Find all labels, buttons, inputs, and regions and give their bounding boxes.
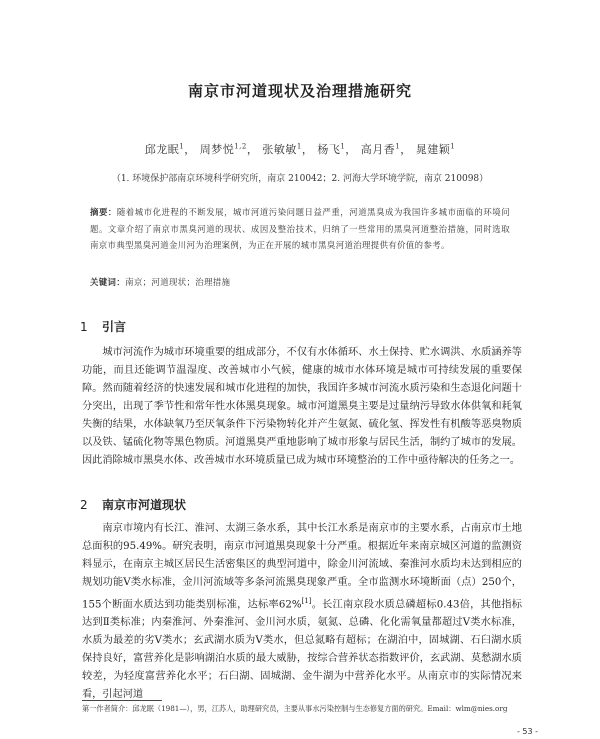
paragraph-text: 。长江南京段水质总磷超标0.43倍，其他指标达到Ⅱ类标准；内秦淮河、外秦淮河、金川河水质，氨氮、总磷、化化需氧量都超过Ⅴ类水标准，水质为最差的劣Ⅴ类水；玄武湖水质为Ⅴ类水，但总氮略有超标；在湖泊中，固城湖、石臼湖水质保持良好，富营养化是影响湖泊水质的最大威胁，按综合营养状态指数评价，玄武湖、莫愁湖水质较差，为轻度富营养化水平；石臼湖、固城湖、金牛湖为中营养化水平。从南京市的实际情况来看，引起河道 bbox=[82, 599, 522, 701]
paper-title: 南京市河道现状及治理措施研究 bbox=[187, 82, 412, 100]
page-number: - 53 - bbox=[516, 727, 538, 736]
keywords-label: 关键词： bbox=[90, 277, 126, 287]
author-affil-mark: 1 bbox=[179, 142, 185, 151]
section-heading-1 bbox=[80, 318, 126, 335]
section-1-paragraph: 城市河流作为城市环境重要的组成部分，不仅有水体循环、水土保持、贮水调洪、水质涵养等功能，而且还能调节温湿度、改善城市小气候，健康的城市水体环境是城市可持续发展的重要保障。然而随着经济的快速发展和城市化进程的加快，我国许多城市河流水质污染和生态退化问题十分突出，出现了季节性和常年性水体黑臭现象。城市河道黑臭主要是过量纳污导致水体供氧和耗氧失衡的结果，水体缺氧乃至厌氧条件下污染物转化并产生氨氮、硫化氢、挥发性有机酸等恶臭物质以及铁、锰硫化物等黑色物质。河道黑臭严重地影响了城市形象与居民生活，制约了城市的发展。因此消除城市黑臭水体、改善城市水环境质量已成为城市环境整治的工作中亟待解决的任务之一。 bbox=[82, 347, 522, 466]
keywords bbox=[90, 276, 510, 288]
section-2-paragraph bbox=[82, 520, 522, 704]
paragraph-text: 南京市境内有长江、淮河、太湖三条水系，其中长江水系是南京市的主要水系，占南京市土地总面积的95.49%。研究表明，南京市河道黑臭现象十分严重。根据近年来南京城区河道的监测资料显示，在南京主城区居民生活密集区的典型河道中，除金川河流域、秦淮河水质均未达到相应的规划功能Ⅴ类水标准，金川河流域等多条河流黑臭现象严重。全市监测水环境断面（点）250个，155个断面水质达到功能类别标准，达标率62% bbox=[82, 523, 522, 611]
author-name: 晁建颖 bbox=[415, 143, 451, 156]
author-name: 杨飞 bbox=[317, 143, 341, 156]
author-list: 邱龙眠$^1$， 周梦悦$^{1,2}$， 张敏敏$^1$， 杨飞$^1$， 高月香$^1$， 晁建颖$^1$ bbox=[144, 142, 456, 156]
author-name: 高月香 bbox=[360, 143, 396, 156]
footnote-divider bbox=[82, 700, 162, 701]
keywords-text: 南京；河道现状；治理措施 bbox=[125, 277, 231, 287]
author-name: 周梦悦 bbox=[199, 143, 235, 156]
section-title: 南京市河道现状 bbox=[102, 498, 187, 512]
author-affil-mark: 1 bbox=[340, 142, 346, 151]
author-name: 张敏敏 bbox=[262, 143, 297, 156]
author-affil-mark: 1 bbox=[296, 142, 302, 151]
author-name: 邱龙眠 bbox=[144, 143, 180, 156]
section-number: 1 bbox=[80, 320, 88, 334]
section-heading-2 bbox=[80, 496, 186, 513]
citation-mark: [1] bbox=[301, 597, 312, 605]
section-title: 引言 bbox=[102, 320, 127, 334]
section-number: 2 bbox=[80, 498, 88, 512]
author-affil-mark: 1,2 bbox=[234, 142, 247, 151]
abstract-text: 随着城市化进程的不断发展，城市河道污染问题日益严重，河道黑臭成为我国许多城市面临的环境问题。文章介绍了南京市黑臭河道的现状、成因及整治技术，归纳了一些常用的黑臭河道整治措施，同时选取南京市典型黑臭河道金川河为治理案例，为正在开展的城市黑臭河道治理提供有价值的参考。 bbox=[90, 207, 510, 250]
abstract-label: 摘要： bbox=[90, 207, 117, 217]
author-affil-mark: 1 bbox=[450, 142, 456, 151]
author-footnote: 第一作者简介：邱龙眠（1981—），男，江苏人，助理研究员，主要从事水污染控制与生态修复方面的研究。Email：wlm@nies.org bbox=[82, 704, 508, 713]
author-affil-mark: 1 bbox=[395, 142, 401, 151]
abstract bbox=[90, 204, 510, 254]
affiliations: （1. 环境保护部南京环境科学研究所，南京 210042；2. 河海大学环境学院，南京 210098） bbox=[111, 174, 489, 184]
